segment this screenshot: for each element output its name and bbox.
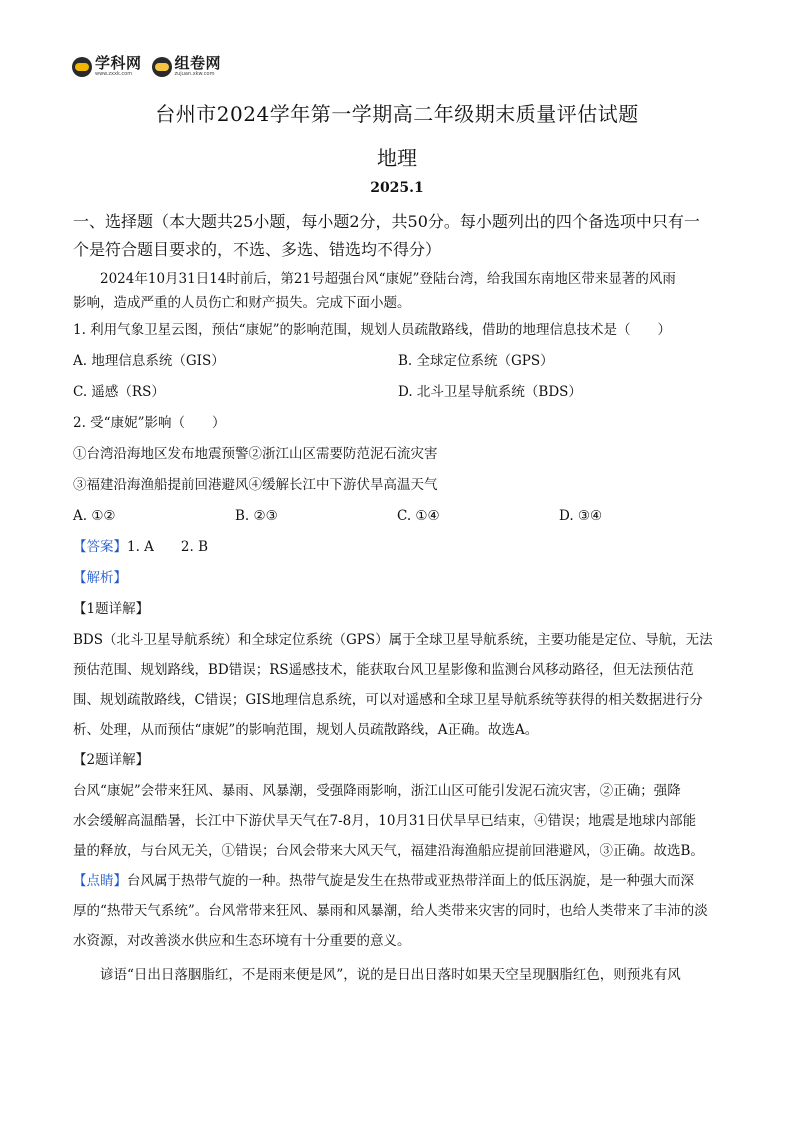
- question-1-option-a: A. 地理信息系统（GIS）: [73, 353, 225, 369]
- question-1-option-b: B. 全球定位系统（GPS）: [398, 353, 554, 369]
- xueke-logo: [72, 56, 142, 77]
- answer-line: [73, 532, 723, 563]
- question-2-stem: 2. 受“康妮”影响（ ）: [73, 415, 226, 431]
- detail-2-body: [73, 776, 723, 866]
- zujuan-logo-icon: [152, 57, 172, 77]
- detail-1-label: 【1题详解】: [73, 601, 150, 617]
- answer-label: 【答案】: [73, 539, 127, 555]
- detail-2-line: 水会缓解高温酷暑，长江中下游伏旱天气在7-8月，10月31日伏旱早已结束，④错误；地震是地球内部能: [73, 813, 697, 829]
- detail-1-line: 析、处理，从而预估“康妮”的影响范围，规划人员疏散路线，A正确。故选A。: [73, 722, 539, 738]
- question-2-option-d: D. ③④: [559, 508, 603, 524]
- detail-1-body: [73, 625, 723, 745]
- question-2-options: [73, 501, 723, 532]
- xueke-logo-url: www.zxxk.com: [95, 71, 133, 77]
- tip-body: [73, 866, 723, 956]
- zujuan-logo: [152, 56, 222, 77]
- detail-1-line: 围、规划疏散路线，C错误；GIS地理信息系统，可以对遥感和全球卫星导航系统等获得的相关数据进行分: [73, 692, 703, 708]
- question-1-options: [73, 346, 723, 408]
- tip-line-text: 台风属于热带气旋的一种。热带气旋是发生在热带或亚热带洋面上的低压涡旋，是一种强大而深: [127, 873, 694, 889]
- material-line-1: 2024年10月31日14时前后，第21号超强台风“康妮”登陆台湾，给我国东南地区带来显著的风雨: [100, 271, 676, 287]
- detail-2-line: 台风“康妮”会带来狂风、暴雨、风暴潮，受强降雨影响，浙江山区可能引发泥石流灾害，②正确；强降: [73, 783, 681, 799]
- tip-line: [73, 866, 723, 896]
- detail-2-line: 量的释放，与台风无关，①错误；台风会带来大风天气，福建沿海渔船应提前回港避风，③正确。故选B。: [73, 843, 704, 859]
- xueke-logo-icon: [72, 57, 92, 77]
- exam-subject: 地理: [377, 146, 417, 170]
- detail-1-line: 预估范围、规划路线，BD错误；RS遥感技术，能获取台风卫星影像和监测台风移动路径，但无法预估范: [73, 662, 694, 678]
- analysis-label: 【解析】: [73, 570, 127, 586]
- detail-2-label: 【2题详解】: [73, 752, 150, 768]
- exam-content: [73, 208, 723, 990]
- question-2-option-a: A. ①②: [73, 508, 116, 524]
- question-2-option-b: B. ②③: [235, 508, 278, 524]
- material-line-2: 影响，造成严重的人员伤亡和财产损失。完成下面小题。: [73, 295, 411, 311]
- zujuan-logo-text: 组卷网: [174, 54, 222, 72]
- question-1-option-c: C. 遥感（RS）: [73, 384, 165, 400]
- question-2-statements-2: ③福建沿海渔船提前回港避风④缓解长江中下游伏旱高温天气: [73, 477, 438, 493]
- answer-text: 1. A 2. B: [127, 539, 209, 555]
- zujuan-logo-url: zujuan.xkw.com: [174, 71, 215, 77]
- question-2-option-c: C. ①④: [397, 508, 440, 524]
- detail-1-line: BDS（北斗卫星导航系统）和全球定位系统（GPS）属于全球卫星导航系统，主要功能是定位、导航，无法: [73, 632, 713, 648]
- exam-date: 2025.1: [370, 180, 424, 196]
- tip-label: 【点睛】: [73, 873, 127, 889]
- tip-line: 厚的“热带天气系统”。台风常带来狂风、暴雨和风暴潮，给人类带来灾害的同时，也给人类带来了丰沛的淡: [73, 903, 708, 919]
- next-material-line: 谚语“日出日落胭脂红，不是雨来便是风”，说的是日出日落时如果天空呈现胭脂红色，则预兆有风: [100, 967, 681, 983]
- xueke-logo-text: 学科网: [95, 54, 142, 72]
- question-1-option-d: D. 北斗卫星导航系统（BDS）: [398, 384, 582, 400]
- section-heading-line-1: 一、选择题（本大题共25小题，每小题2分，共50分。每小题列出的四个备选项中只有一: [73, 212, 700, 231]
- tip-line: 水资源，对改善淡水供应和生态环境有十分重要的意义。: [73, 933, 411, 949]
- logo-bar: [72, 56, 221, 77]
- question-1-stem: 1. 利用气象卫星云图，预估“康妮”的影响范围，规划人员疏散路线，借助的地理信息技术是（ ）: [73, 322, 671, 338]
- question-2-statements-1: ①台湾沿海地区发布地震预警②浙江山区需要防范泥石流灾害: [73, 446, 438, 462]
- section-heading-line-2: 个是符合题目要求的，不选、多选、错选均不得分）: [73, 240, 442, 259]
- analysis-line: [73, 563, 723, 594]
- exam-title: 台州市2024学年第一学期高二年级期末质量评估试题: [155, 102, 639, 126]
